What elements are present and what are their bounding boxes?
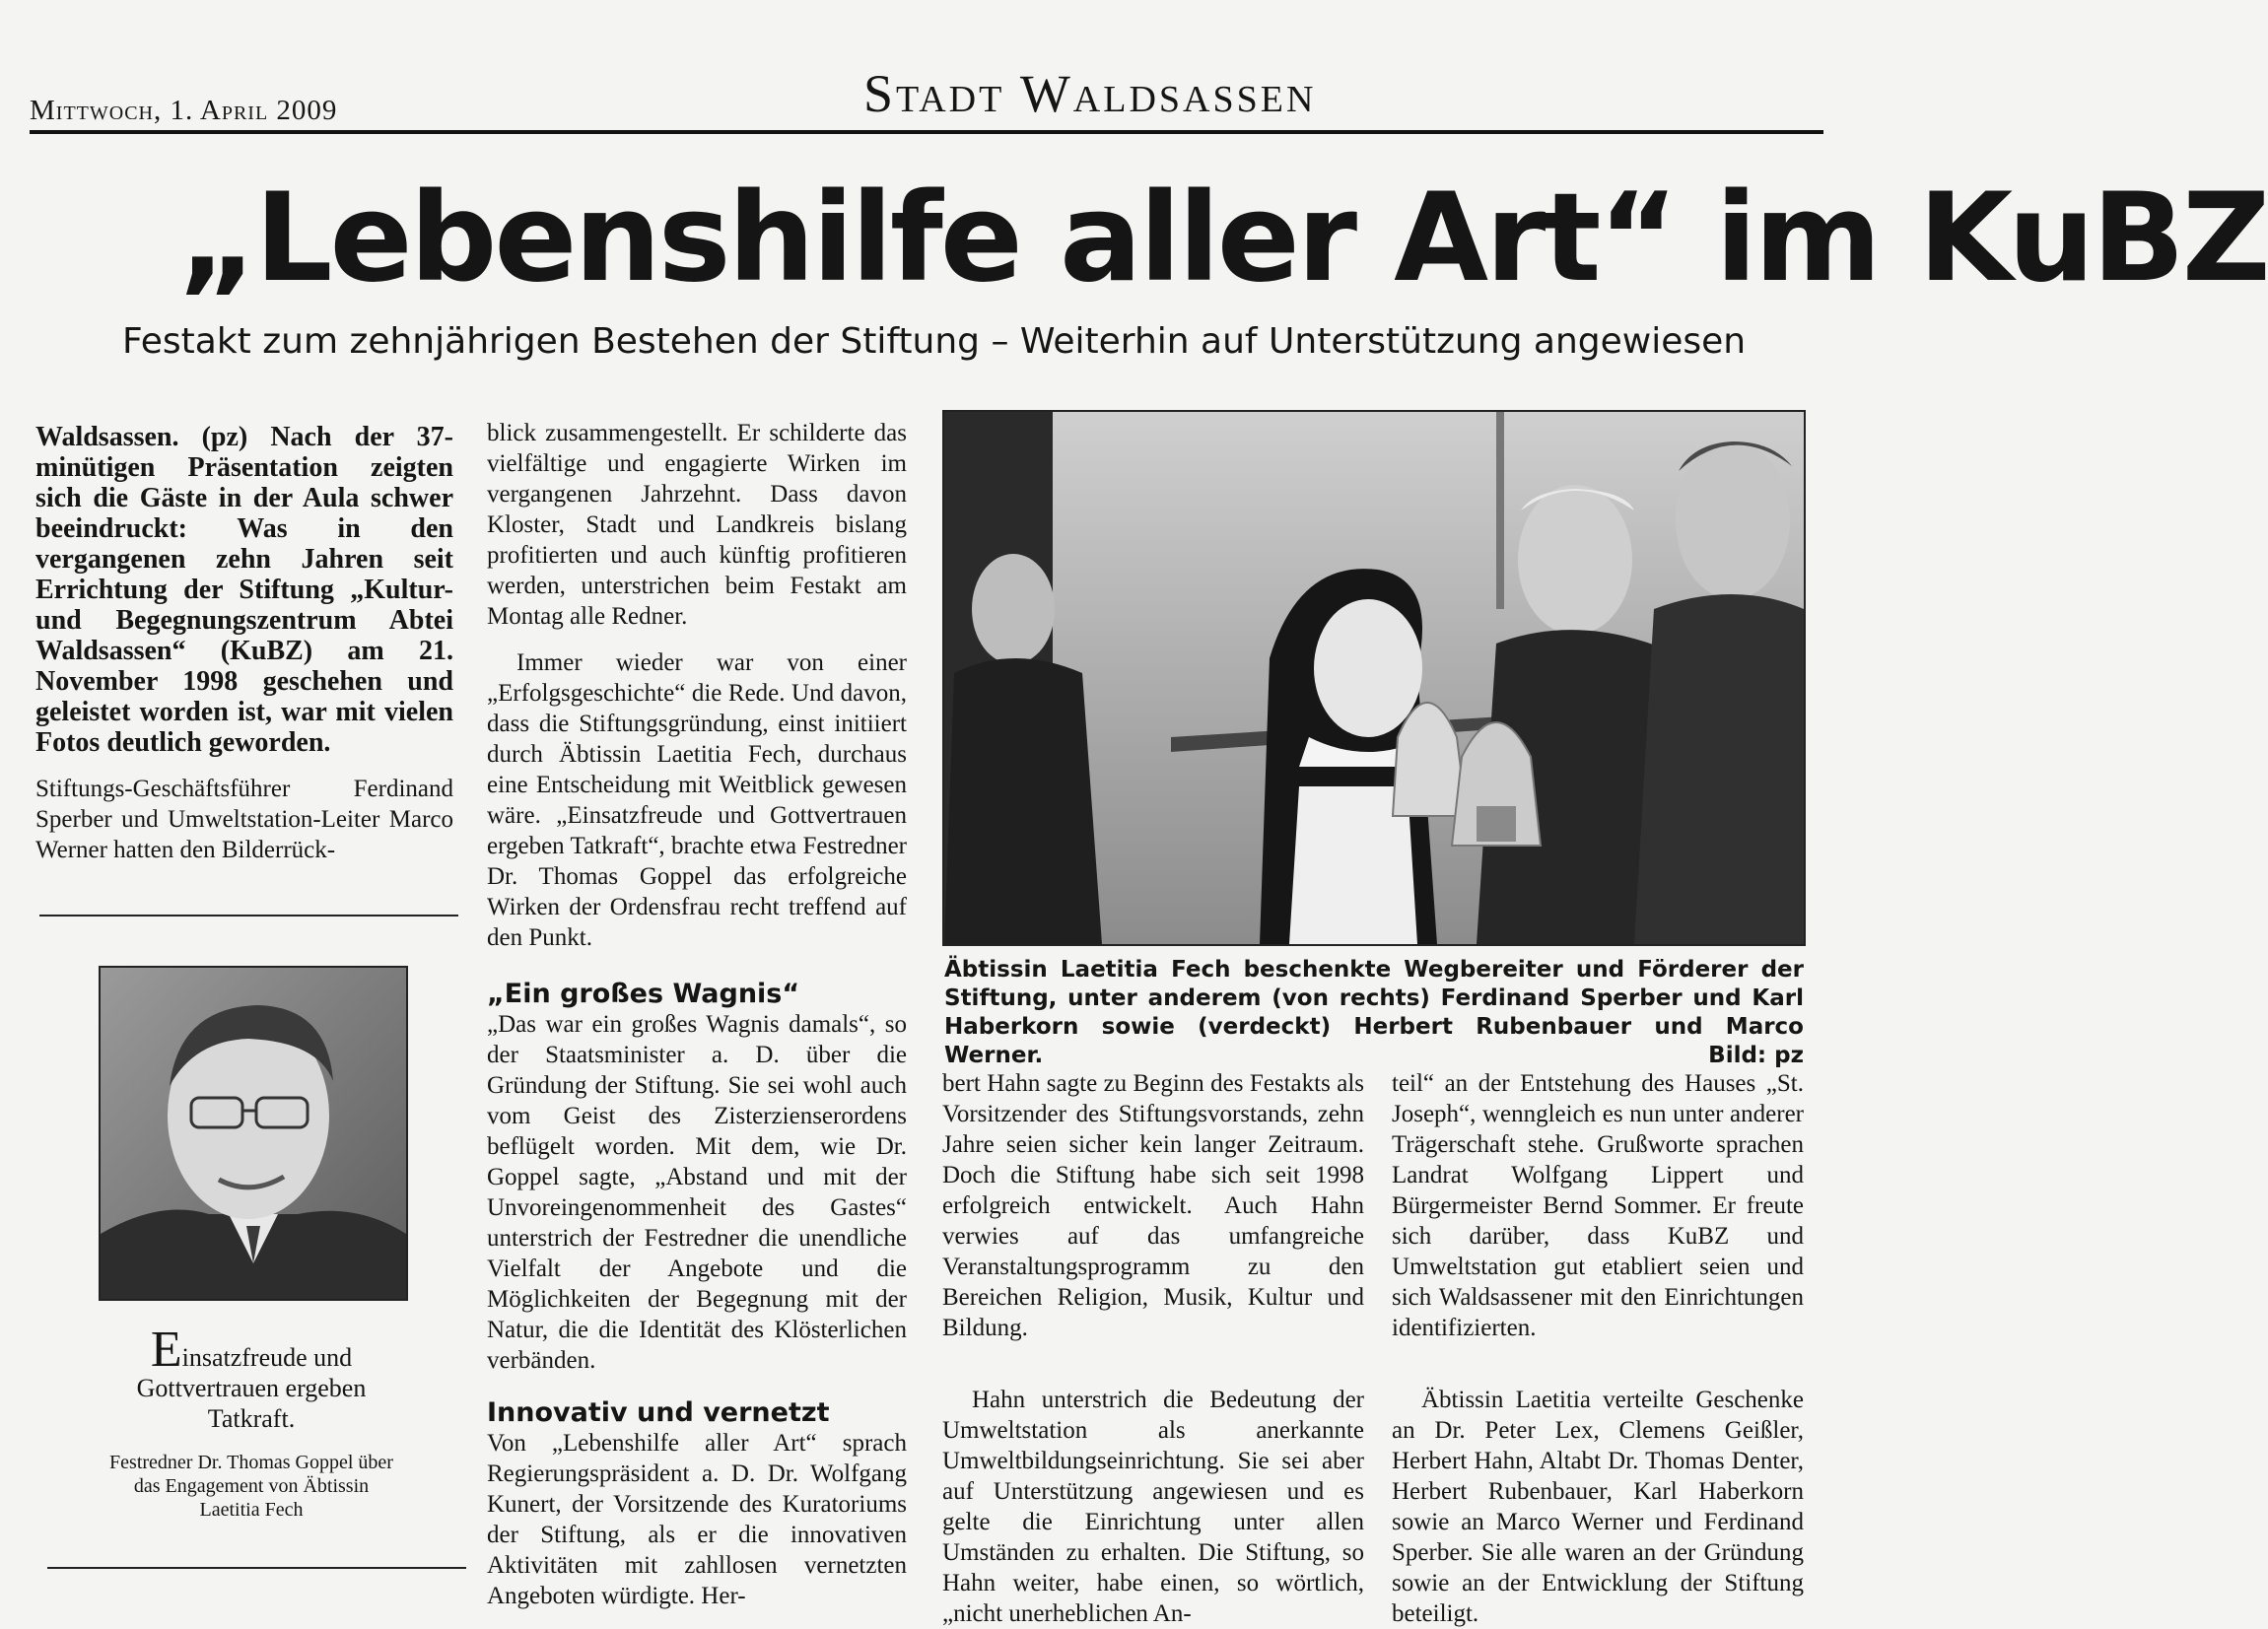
paragraph: Von „Lebenshilfe aller Art“ sprach Regierungspräsident a. D. Dr. Wolfgang Kunert, der Vorsitzende des Kuratoriums der Stiftung, als er die innovativen Aktivitäten mit zahllosen vernetzten Angeboten würdigte. Her- (487, 1430, 907, 1609)
paragraph: Immer wieder war von einer „Erfolgsgeschichte“ die Rede. Und davon, dass die Stiftungsgründung, einst initiiert durch Äbtissin Laetitia Fech, durchaus eine Entscheidung mit Weitblick gewesen wäre. „Einsatzfreude und Gottvertrauen ergeben Tatkraft“, brachte etwa Festredner Dr. Thomas Goppel das erfolgreiche Wirken der Ordensfrau recht treffend auf den Punkt. (487, 649, 907, 951)
subheading-innovativ: Innovativ und vernetzt (487, 1397, 830, 1428)
subheading-wagnis: „Ein großes Wagnis“ (487, 979, 800, 1009)
column-3 (942, 1068, 1364, 1629)
column-1 (35, 422, 453, 865)
article-subheadline: Festakt zum zehnjährigen Bestehen der Stiftung – Weiterhin auf Unterstützung angewiesen (122, 321, 1747, 362)
portrait-photo (99, 966, 408, 1301)
quote-initial: E (150, 1322, 182, 1378)
photo-credit: Bild: pz (1708, 1043, 1804, 1068)
portrait-image (101, 968, 406, 1299)
event-photo (942, 410, 1806, 946)
column-divider (47, 1567, 466, 1569)
quote-text: insatzfreude und Gottvertrauen ergeben Tatkraft. (136, 1343, 367, 1433)
paragraph: bert Hahn sagte zu Beginn des Festakts als Vorsitzender des Stiftungsvorstands, zehn Jahre seien sicher kein langer Zeitraum. Doch die Stiftung habe sich seit 1998 erfolgreich entwickelt. Auch Hahn verwies auf das umfangreiche Veranstaltungsprogramm zu den Bereichen Religion, Musik, Kultur und Bildung. (942, 1070, 1364, 1341)
paragraph: teil“ an der Entstehung des Hauses „St. Joseph“, wenngleich es nun unter anderer Trägerschaft stehe. Grußworte sprachen Landrat Wolfgang Lippert und Bürgermeister Bernd Sommer. Er freute sich darüber, dass KuBZ und Umweltstation gut etabliert seien und sich Waldsassener mit den Einrichtungen identifizierten. (1392, 1070, 1804, 1341)
paragraph: „Das war ein großes Wagnis damals“, so der Staatsminister a. D. über die Gründung der Stiftung. Sie sei wohl auch vom Geist des Zisterzienserordens beflügelt worden. Mit dem, wie Dr. Goppel sagte, „Abstand und mit der Unvoreingenommenheit des Gastes“ unterstrich der Festredner die unendliche Vielfalt der Angebote und die Möglichkeiten der Begegnung mit der Natur, die die Identität des Klösterlichen verbänden. (487, 1011, 907, 1374)
article-headline: „Lebenshilfe aller Art“ im KuBZ (177, 168, 2268, 309)
lead-paragraph: Waldsassen. (pz) Nach der 37-minütigen Präsentation zeigten sich die Gäste in der Aula schwer beeindruckt: Was in den vergangenen zehn Jahren seit Errichtung der Stiftung „Kultur- und Begegnungszentrum Abtei Waldsassen“ (KuBZ) am 21. November 1998 geschehen und geleistet worden ist, war mit vielen Fotos deutlich geworden. (35, 422, 453, 758)
column-divider (39, 915, 458, 916)
column-2 (487, 418, 907, 1611)
pull-quote (97, 1322, 406, 1434)
paragraph: blick zusammengestellt. Er schilderte das vielfältige und engagierte Wirken im vergangenen Jahrzehnt. Dass davon Kloster, Stadt und Landkreis bislang profitierten und auch künftig profitieren werden, unterstrichen beim Festakt am Montag alle Redner. (487, 420, 907, 630)
event-image (944, 412, 1804, 944)
paragraph: Stiftungs-Geschäftsführer Ferdinand Sperber und Umweltstation-Leiter Marco Werner hatten den Bilderrück- (35, 776, 453, 863)
column-4 (1392, 1068, 1804, 1629)
paragraph: Äbtissin Laetitia verteilte Geschenke an Dr. Peter Lex, Clemens Geißler, Herbert Hahn, Altabt Dr. Thomas Denter, Herbert Rubenbauer, Karl Haberkorn sowie an Marco Werner und Ferdinand Sperber. Sie alle waren an der Gründung sowie an der Entwicklung der Stiftung beteiligt. (1392, 1387, 1804, 1627)
masthead-rule (30, 130, 1823, 134)
section-title: Stadt Waldsassen (863, 64, 1317, 123)
paragraph: Hahn unterstrich die Bedeutung der Umweltstation als anerkannte Umweltbildungseinrichtung. Sie sei aber auf Unterstützung angewiesen und es gelte die Einrichtung unter allen Umständen zu erhalten. Die Stiftung, so Hahn weiter, habe einen, so wörtlich, „nicht unerheblichen An- (942, 1387, 1364, 1627)
photo-caption (944, 956, 1804, 1070)
issue-date: Mittwoch, 1. April 2009 (30, 95, 338, 126)
quote-source: Festredner Dr. Thomas Goppel über das Engagement von Äbtissin Laetitia Fech (109, 1452, 393, 1521)
caption-text: Äbtissin Laetitia Fech beschenkte Wegbereiter und Förderer der Stiftung, unter anderem (von rechts) Ferdinand Sperber und Karl Haberkorn sowie (verdeckt) Herbert Rubenbauer und Marco Werner. (944, 957, 1804, 1068)
